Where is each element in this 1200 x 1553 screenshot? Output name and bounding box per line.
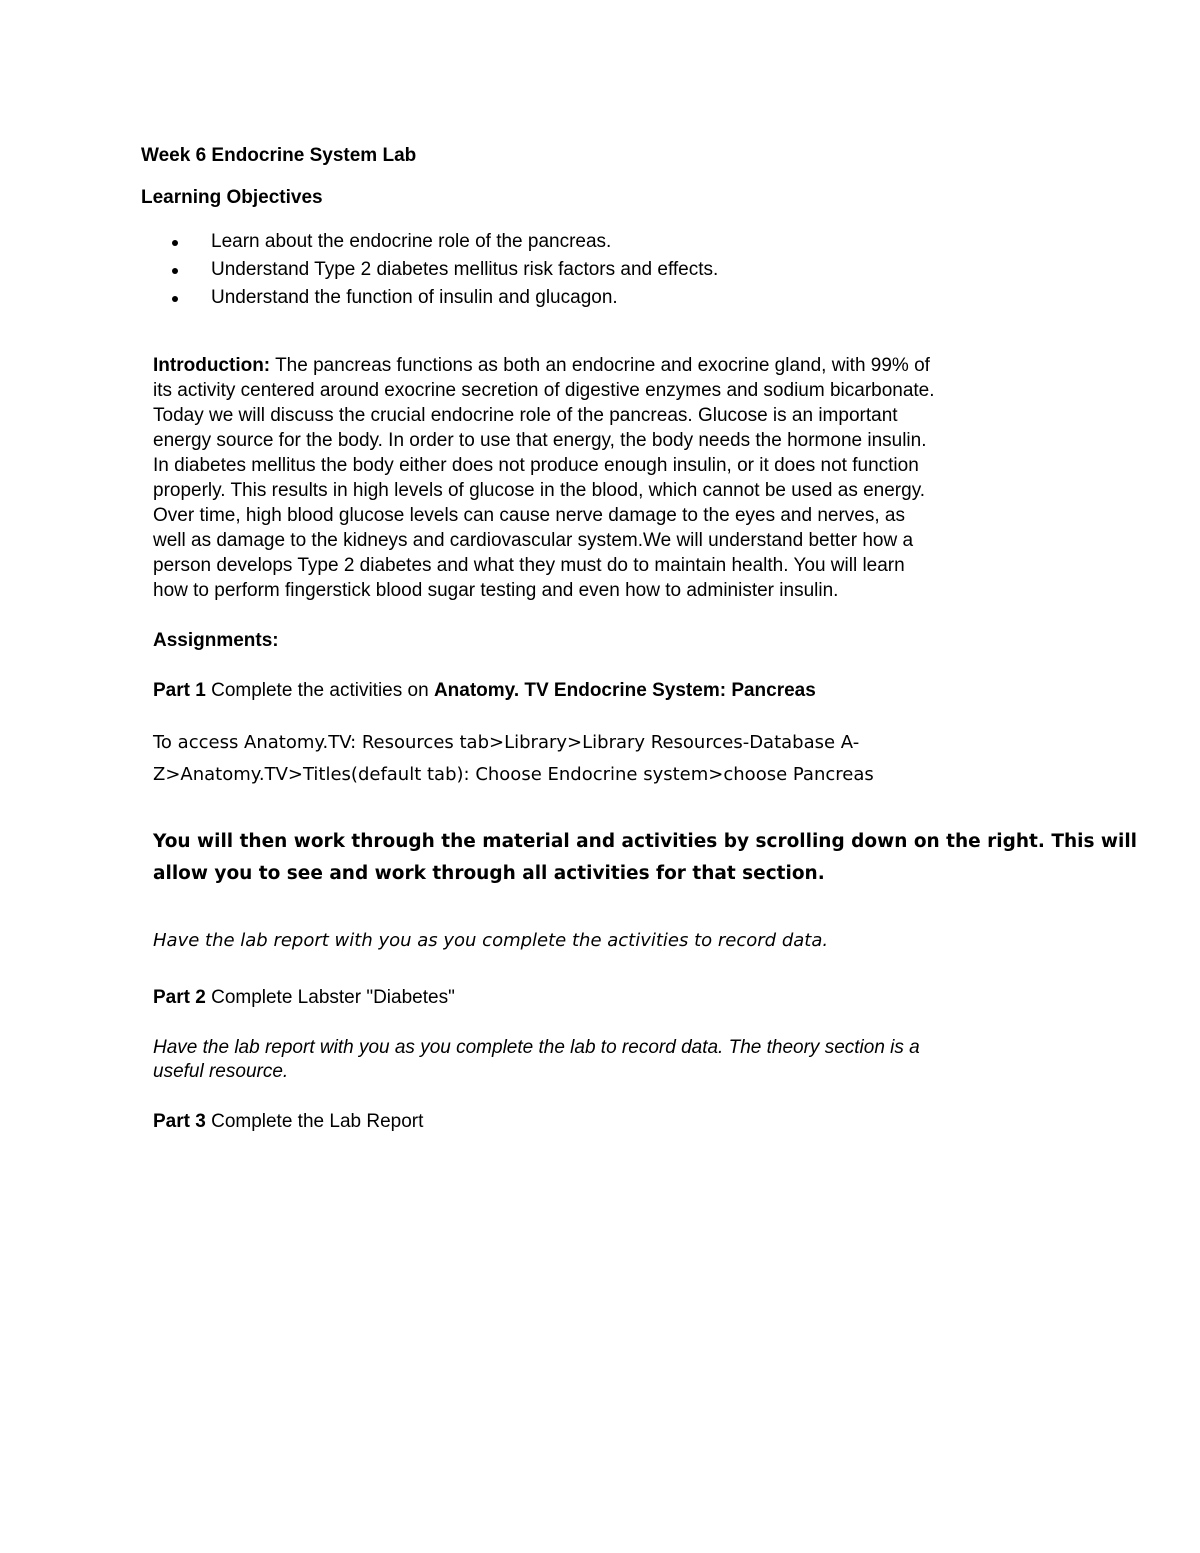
intro-line: properly. This results in high levels of glucose in the blood, which cannot be used as energy. <box>153 480 926 501</box>
intro-line: person develops Type 2 diabetes and what they must do to maintain health. You will learn <box>153 555 905 576</box>
intro-line: its activity centered around exocrine secretion of digestive enzymes and sodium bicarbonate. <box>153 380 935 401</box>
access-line-2: Z>Anatomy.TV>Titles(default tab): Choose Endocrine system>choose Pancreas <box>153 764 874 785</box>
introduction-paragraph <box>153 353 1053 603</box>
instructions-line-2: allow you to see and work through all activities for that section. <box>153 863 825 884</box>
intro-line: energy source for the body. In order to use that energy, the body needs the hormone insulin. <box>153 430 927 451</box>
part1-text: Complete the activities on <box>205 680 434 701</box>
intro-line: how to perform fingerstick blood sugar testing and even how to administer insulin. <box>153 580 839 601</box>
note-lab-line-2: useful resource. <box>153 1061 289 1082</box>
instructions-line-1: You will then work through the material and activities by scrolling down on the right. This will <box>153 831 1138 852</box>
intro-text: The pancreas functions as both an endocrine and exocrine gland, with 99% of <box>270 355 930 376</box>
assignments-heading: Assignments: <box>153 630 279 651</box>
document-title: Week 6 Endocrine System Lab <box>141 145 417 166</box>
objective-text: Understand Type 2 diabetes mellitus risk factors and effects. <box>211 259 719 280</box>
note-lab-line-1: Have the lab report with you as you complete the lab to record data. The theory section is a <box>153 1037 920 1058</box>
part2-label: Part 2 <box>153 987 206 1008</box>
access-path: : Resources tab>Library>Library Resources-Database A- <box>350 732 860 753</box>
intro-line: Today we will discuss the crucial endocrine role of the pancreas. Glucose is an important <box>153 405 898 426</box>
objective-text: Understand the function of insulin and glucagon. <box>211 287 618 308</box>
bullet-icon <box>172 296 178 302</box>
part1-label: Part 1 <box>153 680 206 701</box>
part2-text: Complete Labster "Diabetes" <box>205 987 455 1008</box>
part2-line <box>153 985 455 1010</box>
part3-text: Complete the Lab Report <box>205 1111 424 1132</box>
objectives-heading: Learning Objectives <box>141 187 323 208</box>
access-line-1 <box>153 730 859 755</box>
bullet-icon <box>172 268 178 274</box>
part3-line <box>153 1109 423 1134</box>
intro-line: well as damage to the kidneys and cardiovascular system.We will understand better how a <box>153 530 914 551</box>
note-activities: Have the lab report with you as you complete the activities to record data. <box>153 930 829 951</box>
part3-label: Part 3 <box>153 1111 206 1132</box>
bullet-icon <box>172 240 178 246</box>
objective-text: Learn about the endocrine role of the pancreas. <box>211 231 612 252</box>
intro-line <box>153 353 1053 378</box>
intro-line: In diabetes mellitus the body either does not produce enough insulin, or it does not function <box>153 455 919 476</box>
introduction-label: Introduction: <box>153 355 271 376</box>
intro-line: Over time, high blood glucose levels can cause nerve damage to the eyes and nerves, as <box>153 505 905 526</box>
part1-line <box>153 678 816 703</box>
access-prefix: To access Anatomy.TV <box>153 732 351 753</box>
part1-resource: Anatomy. TV Endocrine System: Pancreas <box>433 680 816 701</box>
